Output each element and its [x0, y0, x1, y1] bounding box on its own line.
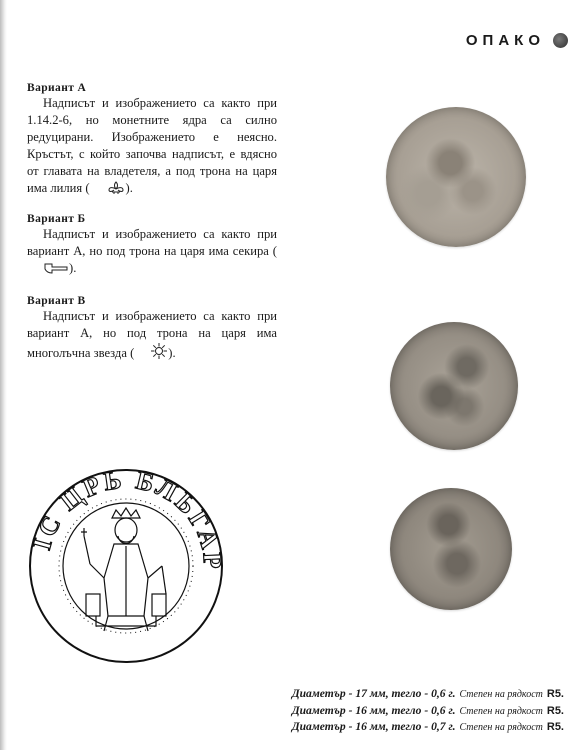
coin-line-drawing [26, 466, 226, 671]
variant-b-text [27, 226, 277, 280]
variant-b-end: ). [69, 261, 77, 275]
coin-legend-text: IC ЦРЬ БЛЬГАР [26, 466, 226, 573]
variant-c-title: Вариант В [27, 295, 86, 307]
axe-symbol-icon [27, 261, 69, 280]
coin-photo-variant-c [390, 488, 512, 610]
caption-2-rarity: R5. [546, 704, 564, 717]
caption-2-measure: Диаметър - 16 мм, тегло - 0,6 г. [291, 703, 456, 717]
variant-a-end: ). [125, 181, 133, 195]
coin-photo-variant-a [386, 107, 526, 247]
variant-c-text [27, 308, 277, 365]
variant-a-body: Надписът и изображението са както при 1.14.2-6, но монетните ядра са силно редуцирани. Изображението е неясно. Кръстът, с който започва надписът, е вдясно от главата на владетеля, а под трона на царя има лилия ( [27, 96, 277, 195]
variant-b [27, 213, 277, 280]
caption-1-rarity: R5. [546, 688, 564, 700]
caption-3-measure: Диаметър - 16 мм, тегло - 0,7 г. [291, 720, 456, 733]
variant-a [27, 82, 277, 200]
section-title: ОПАКО [465, 32, 545, 49]
caption-3-rarity: R5. [546, 721, 564, 733]
star-symbol-icon [134, 342, 168, 365]
variant-c-end: ). [168, 346, 176, 360]
variant-c-body: Надписът и изображението са както при вариант А, но под трона на царя има многолъчна звезда ( [27, 309, 277, 360]
page-gutter-shadow [0, 0, 7, 750]
variant-b-body: Надписът и изображението са както при вариант А, но под трона на царя има секира ( [27, 227, 277, 258]
lily-symbol-icon [90, 181, 126, 200]
variant-a-text [27, 95, 277, 200]
variant-b-title: Вариант Б [27, 213, 86, 225]
caption-3-label: Степен на рядкост [459, 722, 543, 733]
caption-line-3 [204, 719, 564, 736]
caption-line-1 [204, 686, 564, 703]
coin-captions [204, 686, 564, 736]
caption-2-label: Степен на рядкост [459, 705, 543, 717]
caption-1-measure: Диаметър - 17 мм, тегло - 0,6 г. [291, 687, 456, 700]
caption-1-label: Степен на рядкост [459, 689, 543, 700]
caption-line-2 [204, 703, 564, 720]
section-header [466, 32, 568, 49]
variant-a-title: Вариант А [27, 82, 87, 94]
variant-c [27, 295, 277, 365]
bullet-dot-icon [553, 33, 568, 48]
coin-photo-variant-b [390, 322, 518, 450]
